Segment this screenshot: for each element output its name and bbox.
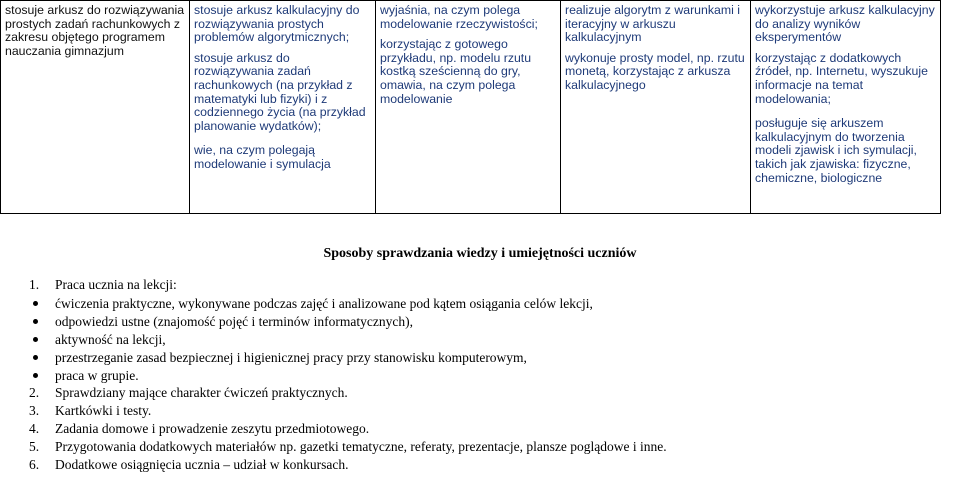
cell-text: wykorzystuje arkusz kalkulacyjny do analizy wyników eksperymentów: [755, 3, 935, 45]
table-cell-5: [751, 1, 941, 214]
cell-text: wie, na czym polegają modelowanie i symulacja: [194, 143, 331, 171]
item-number: 1.: [29, 277, 40, 292]
cell-text: wyjaśnia, na czym polega modelowanie rzeczywistości;: [380, 3, 538, 31]
cell-text: posługuje się arkuszem kalkulacyjnym do tworzenia modeli zjawisk i ich symulacji, takich jak zjawiska: fizyczne, chemiczne, biologiczne: [755, 116, 917, 185]
list-item: [0, 438, 960, 456]
cell-text: korzystając z gotowego przykładu, np. modelu rzutu kostką sześcienną do gry, omawia, na czym polega modelowanie: [380, 37, 532, 106]
bullet-text: aktywność na lekcji,: [55, 332, 166, 347]
assessment-list: [0, 276, 960, 474]
bullet-item: [0, 366, 960, 384]
cell-text: realizuje algorytm z warunkami i iteracyjny w arkuszu kalkulacyjnym: [565, 3, 740, 45]
item-number: 5.: [29, 439, 40, 454]
table-cell-4: [561, 1, 751, 214]
item-number: 3.: [29, 403, 40, 418]
table-cell-2: [190, 1, 376, 214]
list-item: [0, 420, 960, 438]
requirements-table: [0, 0, 941, 214]
item-number: 4.: [29, 421, 40, 436]
bullet-icon: [33, 355, 38, 360]
item-number: 2.: [29, 385, 40, 400]
item-text: Dodatkowe osiągnięcia ucznia – udział w konkursach.: [55, 457, 349, 472]
bullet-text: ćwiczenia praktyczne, wykonywane podczas zajęć i analizowane pod kątem osiągania celów lekcji,: [55, 296, 593, 311]
bullet-text: odpowiedzi ustne (znajomość pojęć i terminów informatycznych),: [55, 314, 414, 329]
bullet-item: [0, 294, 960, 312]
table-cell-3: [376, 1, 561, 214]
item-number: 6.: [29, 457, 40, 472]
table-cell-1: [1, 1, 190, 214]
list-item: [0, 384, 960, 402]
bullet-text: praca w grupie.: [55, 368, 139, 383]
bullet-icon: [33, 373, 38, 378]
cell-text: stosuje arkusz do rozwiązywania zadań rachunkowych (na przykład z matematyki lub fizyki) i z codziennego życia (na przykład planowanie wydatków);: [194, 50, 366, 133]
cell-text: wykonuje prosty model, np. rzutu monetą, korzystając z arkusza kalkulacyjnego: [565, 50, 745, 92]
list-item: [0, 456, 960, 474]
list-item: [0, 276, 960, 294]
item-text: Kartkówki i testy.: [55, 403, 152, 418]
bullet-icon: [33, 319, 38, 324]
item-text: Zadania domowe i prowadzenie zeszytu przedmiotowego.: [55, 421, 370, 436]
bullet-item: [0, 348, 960, 366]
bullet-text: przestrzeganie zasad bezpiecznej i higienicznej pracy przy stanowisku komputerowym,: [55, 350, 527, 365]
list-item: [0, 402, 960, 420]
cell-text: stosuje arkusz kalkulacyjny do rozwiązywania prostych problemów algorytmicznych;: [194, 3, 360, 45]
item-text: Przygotowania dodatkowych materiałów np. gazetki tematyczne, referaty, prezentacje, plansze poglądowe i inne.: [55, 439, 667, 454]
bullet-icon: [33, 301, 38, 306]
cell-text: korzystając z dodatkowych źródeł, np. Internetu, wyszukuje informacje na temat modelowania;: [755, 50, 928, 106]
bullet-icon: [33, 337, 38, 342]
section-title: Sposoby sprawdzania wiedzy i umiejętności uczniów: [323, 246, 637, 261]
bullet-item: [0, 312, 960, 330]
item-text: Sprawdziany mające charakter ćwiczeń praktycznych.: [55, 385, 348, 400]
bullet-item: [0, 330, 960, 348]
cell-text: stosuje arkusz do rozwiązywania prostych zadań rachunkowych z zakresu objętego programem nauczania gimnazjum: [5, 3, 185, 58]
item-text: Praca ucznia na lekcji:: [55, 277, 177, 292]
